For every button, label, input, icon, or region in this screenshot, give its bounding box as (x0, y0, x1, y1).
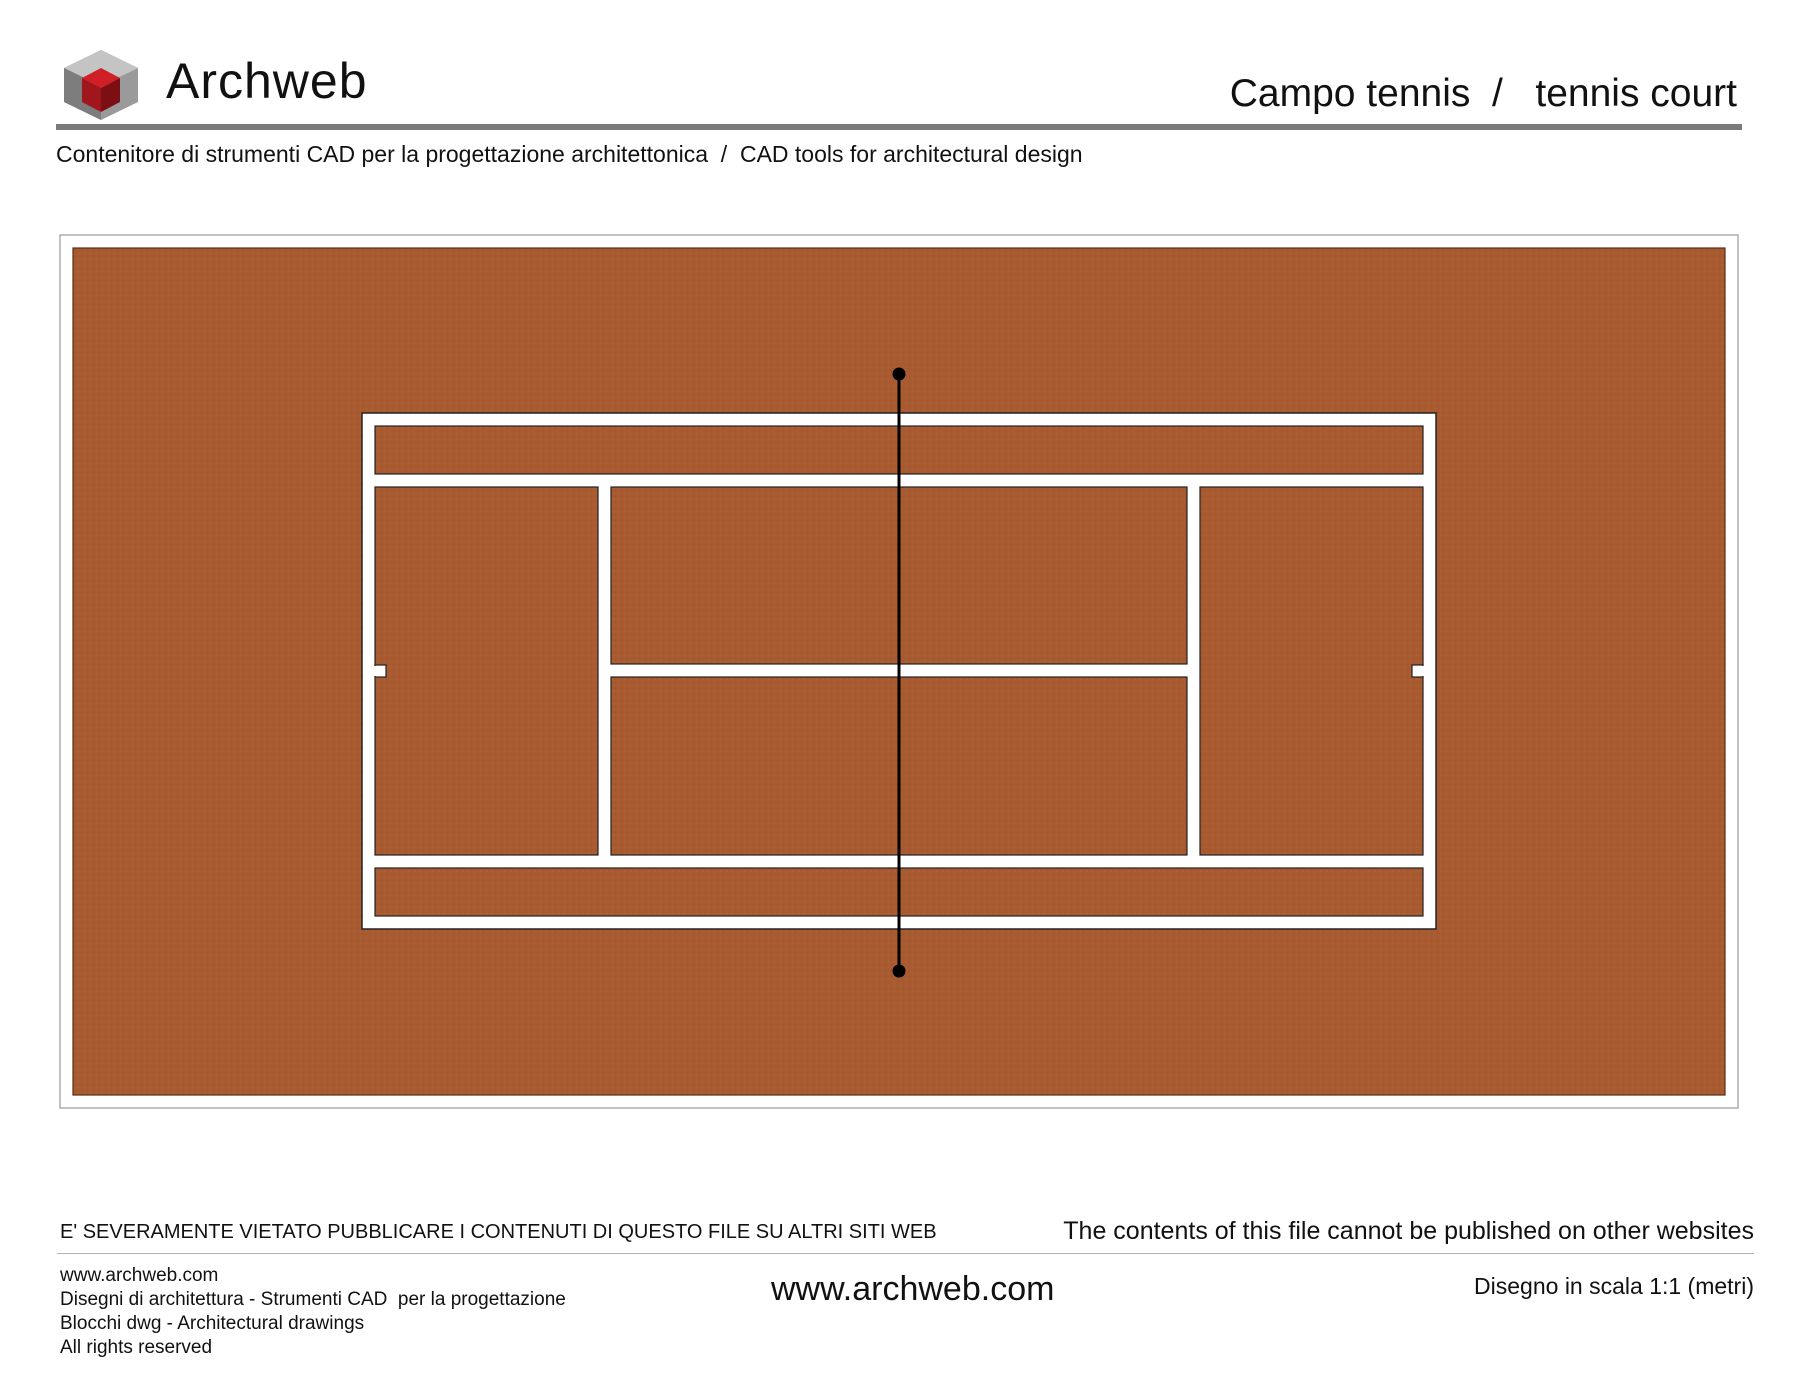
credits-line: Disegni di architettura - Strumenti CAD per la progettazione (60, 1289, 566, 1310)
credits-line: www.archweb.com (60, 1265, 219, 1286)
brand-name: Archweb (166, 53, 368, 109)
archweb-logo-icon (62, 48, 140, 120)
credits-line: Blocchi dwg - Architectural drawings (60, 1313, 365, 1334)
copyright-warning-it: E' SEVERAMENTE VIETATO PUBBLICARE I CONTENUTI DI QUESTO FILE SU ALTRI SITI WEB (60, 1221, 937, 1243)
scale-note: Disegno in scala 1:1 (metri) (1474, 1273, 1754, 1299)
subtitle: Contenitore di strumenti CAD per la progettazione architettonica / CAD tools for architectural design (56, 141, 1083, 167)
backcourt-right (1200, 487, 1423, 855)
header (0, 0, 1800, 200)
drawing-title: Campo tennis / tennis court (1229, 72, 1737, 115)
website-link[interactable]: www.archweb.com (771, 1270, 1055, 1308)
net-post-top (893, 368, 906, 381)
net-post-bottom (893, 965, 906, 978)
credits-line: All rights reserved (60, 1337, 213, 1358)
tennis-court-drawing (59, 234, 1739, 1109)
header-divider (56, 124, 1742, 130)
footer-divider (57, 1253, 1754, 1254)
backcourt-left (375, 487, 598, 855)
copyright-warning-en: The contents of this file cannot be published on other websites (1063, 1217, 1754, 1245)
credits-block (60, 1264, 566, 1360)
